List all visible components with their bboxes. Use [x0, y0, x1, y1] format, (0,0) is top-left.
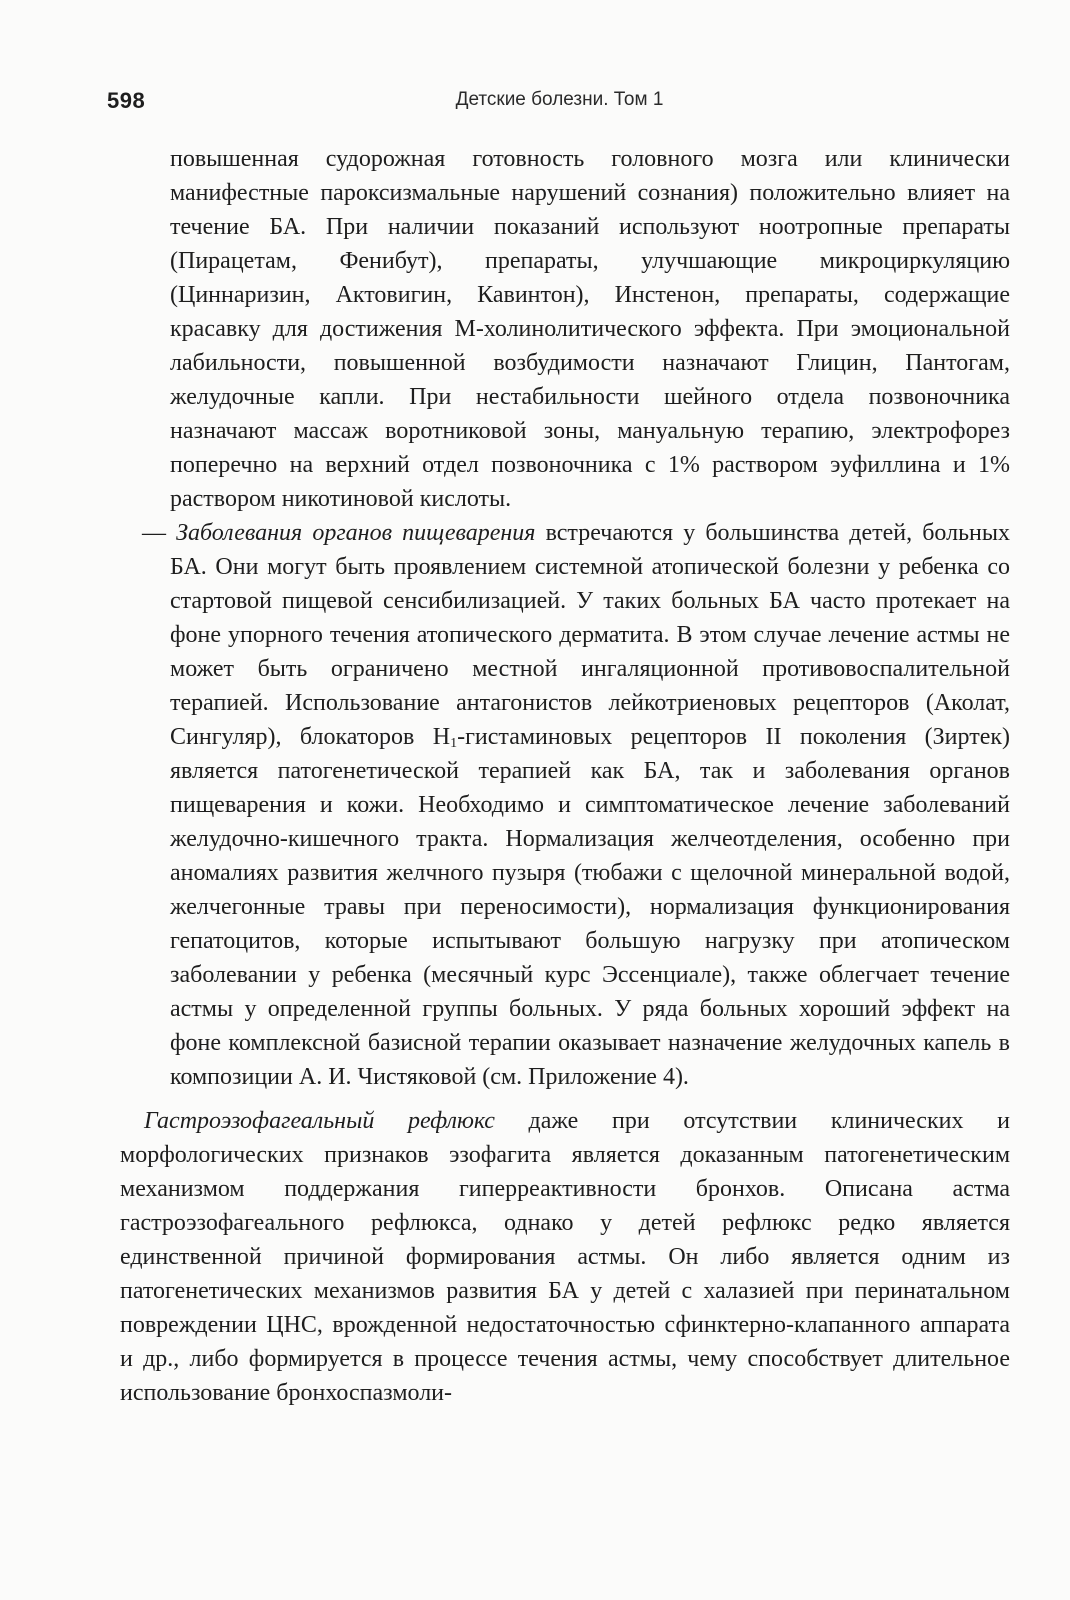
page-header	[107, 88, 1012, 122]
paragraph-text: даже при отсутствии клинических и морфологических признаков эзофагита является доказанным патогенетическим механизмом поддержания гиперреактивности бронхов. Описана астма гастроэзофагеального рефлюкса, однако у детей рефлюкс редко является единственной причиной формирования астмы. Он либо является одним из патогенетических механизмов развития БА у детей с халазией при перинатальном повреждении ЦНС, врожденной недостаточностью сфинктерно-клапанного аппарата и др., либо формируется в процессе течения астмы, чему способствует длительное использование бронхоспазмоли-	[120, 1108, 1010, 1406]
dash-marker: —	[142, 520, 177, 546]
body-text	[120, 142, 1010, 1410]
list-item-digestive	[120, 516, 1010, 1094]
page-number: 598	[107, 88, 146, 113]
continued-list-item: повышенная судорожная готовность головного мозга или клинически манифестные пароксизмальные нарушений сознания) положительно влияет на течение БА. При наличии показаний используют ноотропные препараты (Пирацетам, Фенибут), препараты, улучшающие микроциркуляцию (Циннаризин, Актовигин, Кавинтон), Инстенон, препараты, содержащие красавку для достижения М-холинолитического эффекта. При эмоциональной лабильности, повышенной возбудимости назначают Глицин, Пантогам, желудочные капли. При нестабильности шейного отдела позвоночника назначают массаж воротниковой зоны, мануальную терапию, электрофорез поперечно на верхний отдел позвоночника с 1% раствором эуфиллина и 1% раствором никотиновой кислоты.	[170, 146, 1010, 512]
paragraph-text: -гистаминовых рецепторов II поколения (Зиртек) является патогенетической терапией как БА, так и заболевания органов пищеварения и кожи. Необходимо и симптоматическое лечение заболеваний желудочно-кишечного тракта. Нормализация желчеотделения, особенно при аномалиях развития желчного пузыря (тюбажи с щелочной минеральной водой, желчегонные травы при переносимости), нормализация функционирования гепатоцитов, которые испытывают большую нагрузку при атопическом заболевании у ребенка (месячный курс Эссенциале), также облегчает течение астмы у определенной группы больных. У ряда больных хороший эффект на фоне комплексной базисной терапии оказывает назначение желудочных капель в композиции А. И. Чистяковой (см. Приложение 4).	[170, 724, 1010, 1090]
italic-term: Гастроэзофагеальный рефлюкс	[144, 1108, 495, 1134]
italic-term: Заболевания органов пищеварения	[176, 520, 536, 546]
paragraph-reflux	[120, 1104, 1010, 1410]
subscript: 1	[450, 736, 458, 751]
paragraph-text: встречаются у большинства детей, больных БА. Они могут быть проявлением системной атопической болезни у ребенка со стартовой пищевой сенсибилизацией. У таких больных БА часто протекает на фоне упорного течения атопического дерматита. В этом случае лечение астмы не может быть ограничено местной ингаляционной противовоспалительной терапией. Использование антагонистов лейкотриеновых рецепторов (Аколат, Сингуляр), блокаторов Н	[170, 520, 1010, 750]
running-title: Детские болезни. Том 1	[455, 89, 664, 110]
